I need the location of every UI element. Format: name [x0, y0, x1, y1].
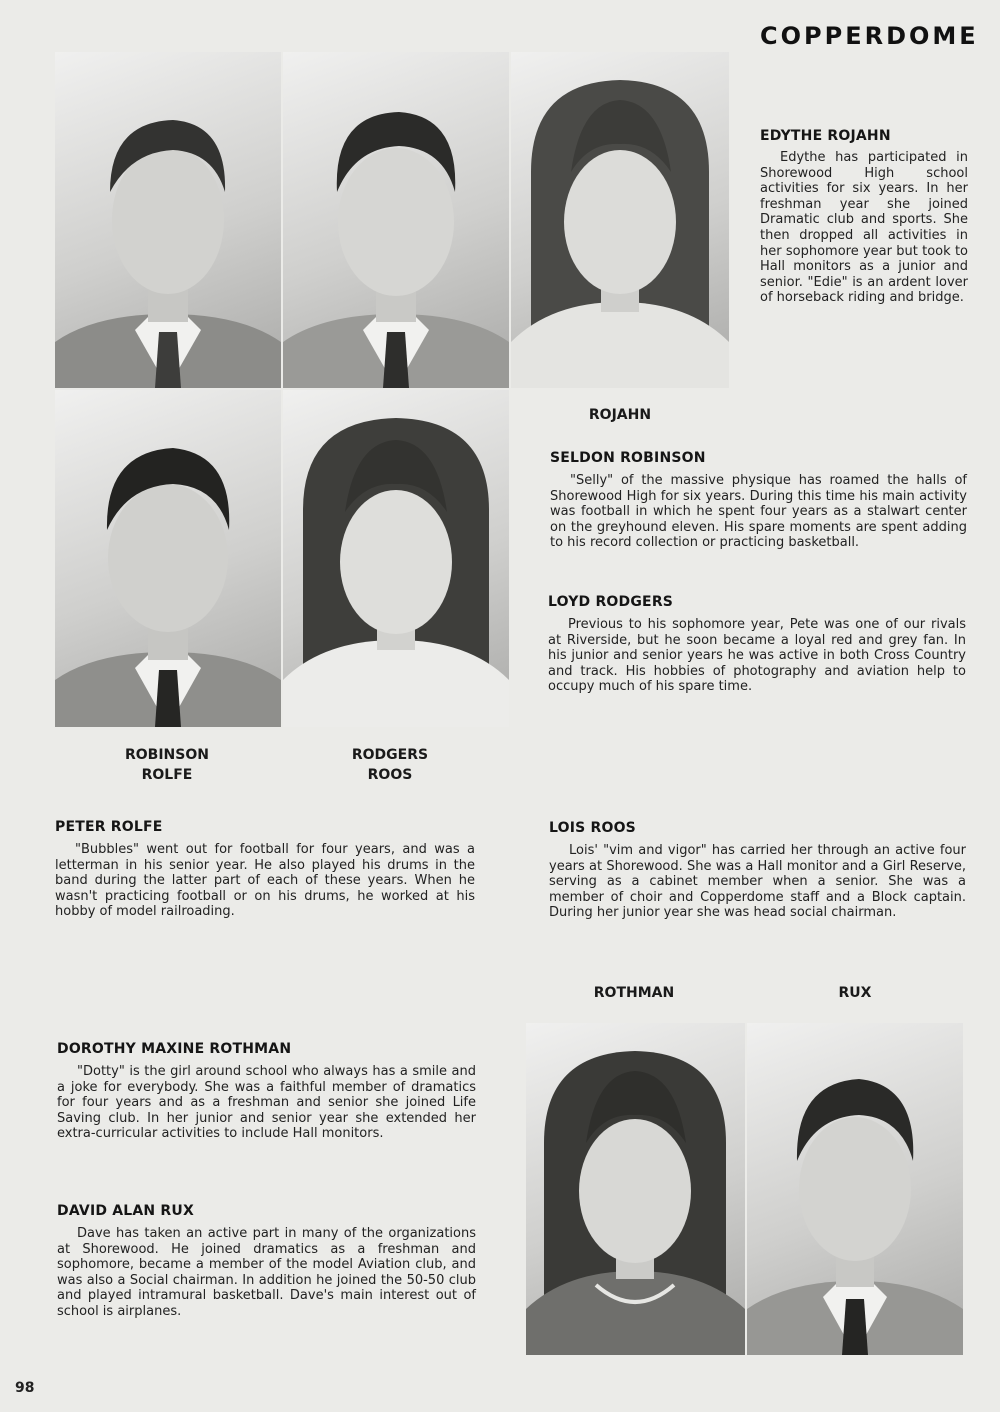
student-bio-rolfe: "Bubbles" went out for football for four years, and was a letterman in his senior year. He also played his drums in the band during the latter part of each of these years. When he wasn't practicing football or on his drums, he worked at his hobby of model railroading.	[55, 842, 475, 920]
student-name-robinson: SELDON ROBINSON	[550, 450, 706, 466]
portrait-robinson-image	[55, 52, 281, 388]
portrait-rodgers	[283, 52, 509, 388]
caption-rolfe: ROLFE	[141, 767, 193, 783]
student-bio-robinson: "Selly" of the massive physique has roamed the halls of Shorewood High for six years. During this time his main activity was football in which he spent four years as a stalwart center on the greyhound eleven. His spare moments are spent adding to his record collection or practicing basketball.	[550, 473, 967, 551]
portrait-roos-image	[283, 390, 509, 727]
student-name-rodgers: LOYD RODGERS	[548, 594, 674, 610]
portrait-rojahn-image	[511, 52, 729, 388]
student-name-rothman: DOROTHY MAXINE ROTHMAN	[57, 1041, 292, 1057]
caption-rodgers: RODGERS	[351, 747, 429, 763]
page-number: 98	[15, 1380, 35, 1396]
caption-roos: ROOS	[367, 767, 413, 783]
portrait-robinson	[55, 52, 281, 388]
student-bio-rothman: "Dotty" is the girl around school who always has a smile and a joke for everybody. She was a faithful member of dramatics for four years and as a freshman and senior she joined Life Saving club. In her junior and senior year she extended her extra-curricular activities to include Hall monitors.	[57, 1064, 476, 1142]
student-name-rolfe: PETER ROLFE	[55, 819, 163, 835]
masthead-title: COPPERDOME	[760, 22, 979, 50]
caption-rothman: ROTHMAN	[593, 985, 675, 1001]
portrait-roos	[283, 390, 509, 727]
student-name-rojahn: EDYTHE ROJAHN	[760, 128, 891, 144]
student-name-roos: LOIS ROOS	[549, 820, 636, 836]
student-bio-roos: Lois' "vim and vigor" has carried her through an active four years at Shorewood. She was a Hall monitor and a Girl Reserve, serving as a cabinet member when a senior. She was a member of choir and Copperdome staff and a Block captain. During her junior year she was head social chairman.	[549, 843, 966, 921]
caption-rojahn: ROJAHN	[588, 407, 652, 423]
portrait-rothman	[526, 1023, 745, 1355]
caption-rux: RUX	[838, 985, 872, 1001]
student-bio-rojahn: Edythe has participated in Shorewood High school activities for six years. In her freshman year she joined Dramatic club and sports. She then dropped all activities in her sophomore year but took to Hall monitors as a junior and senior. "Edie" is an ardent lover of horseback riding and bridge.	[760, 150, 968, 306]
student-bio-rodgers: Previous to his sophomore year, Pete was one of our rivals at Riverside, but he soon became a loyal red and grey fan. In his junior and senior years he was active in both Cross Country and track. His hobbies of photography and aviation help to occupy much of his spare time.	[548, 617, 966, 695]
student-name-rux: DAVID ALAN RUX	[57, 1203, 194, 1219]
portrait-rothman-image	[526, 1023, 745, 1355]
caption-robinson: ROBINSON	[125, 747, 209, 763]
portrait-rodgers-image	[283, 52, 509, 388]
portrait-rolfe	[55, 390, 281, 727]
student-bio-rux: Dave has taken an active part in many of the organizations at Shorewood. He joined dramatics as a freshman and sophomore, became a member of the model Aviation club, and was also a Social chairman. In addition he joined the 50-50 club and played intramural basketball. Dave's main interest out of school is airplanes.	[57, 1226, 476, 1319]
portrait-rux	[747, 1023, 963, 1355]
portrait-rux-image	[747, 1023, 963, 1355]
portrait-rojahn	[511, 52, 729, 388]
portrait-rolfe-image	[55, 390, 281, 727]
